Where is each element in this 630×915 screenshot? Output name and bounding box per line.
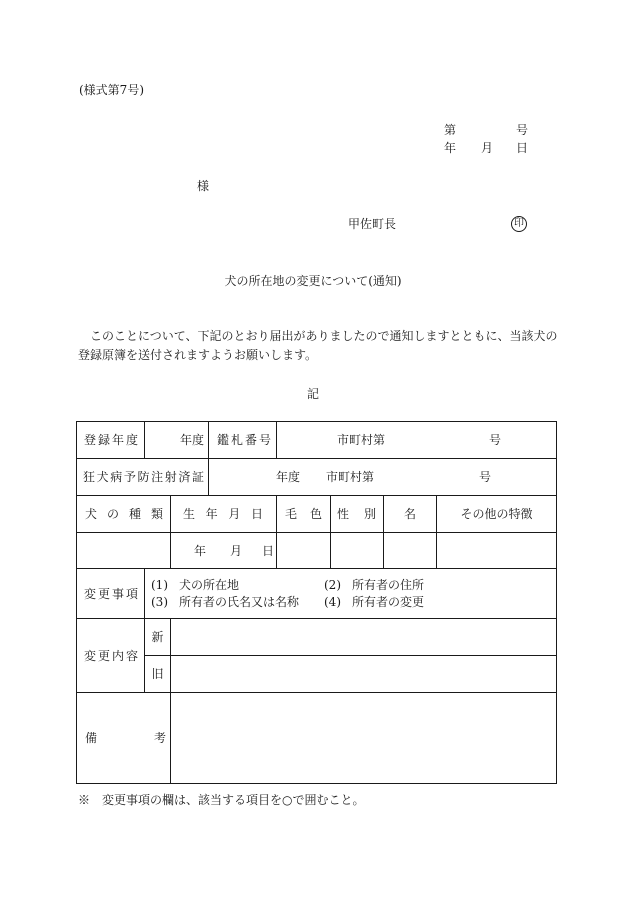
change-item-1-number: (1) xyxy=(151,578,168,592)
new-label: 新 xyxy=(151,630,164,644)
row-registration xyxy=(77,422,557,459)
date-month-unit: 月 xyxy=(481,141,494,155)
new-label-cell xyxy=(145,619,171,656)
tag-number-label: 鑑 札 番 号 xyxy=(217,433,271,447)
sex-header-cell xyxy=(331,496,384,533)
date-year-unit: 年 xyxy=(444,141,457,155)
birthdate-value-cell xyxy=(171,533,277,569)
change-item-1-label: 犬の所在地 xyxy=(179,578,240,592)
sender-name: 甲佐町長 xyxy=(348,217,397,231)
row-remarks xyxy=(77,693,557,784)
rabies-label: 狂 犬 病 予 防 注 射 済 証 xyxy=(83,470,205,484)
change-item-3-number: (3) xyxy=(151,595,168,609)
reference-number-prefix: 第 xyxy=(444,123,457,137)
birth-day-unit: 日 xyxy=(262,543,275,558)
sex-value-cell xyxy=(331,533,384,569)
tag-number-label-cell xyxy=(209,422,277,459)
change-item-4-number: (4) xyxy=(324,595,341,609)
rabies-number-prefix: 市町村第 xyxy=(326,470,375,484)
old-label: 旧 xyxy=(151,667,164,681)
birthdate-header-cell xyxy=(171,496,277,533)
tag-number-suffix: 号 xyxy=(489,433,502,447)
new-value-cell xyxy=(171,619,557,656)
breed-header: 犬 の 種 類 xyxy=(85,507,163,521)
registration-year-cell xyxy=(145,422,209,459)
change-item-2-label: 所有者の住所 xyxy=(352,578,425,592)
old-label-cell xyxy=(145,656,171,693)
remarks-value-cell xyxy=(171,693,557,784)
coat-color-header: 毛 色 xyxy=(285,507,323,521)
other-features-header-cell xyxy=(437,496,557,533)
change-details-label-cell xyxy=(77,619,145,693)
addressee-honorific: 様 xyxy=(197,179,210,193)
rabies-label-cell xyxy=(77,459,209,496)
row-change-items xyxy=(77,569,557,619)
change-items-label: 変 更 事 項 xyxy=(84,586,138,601)
coat-color-value-cell xyxy=(277,533,331,569)
birth-year-unit: 年 xyxy=(194,543,207,558)
rabies-year-unit: 年度 xyxy=(276,470,301,484)
breed-header-cell xyxy=(77,496,171,533)
name-value-cell xyxy=(384,533,437,569)
reference-number-suffix: 号 xyxy=(516,123,529,137)
body-line-2: 登録原簿を送付されますようお願いします。 xyxy=(78,348,318,362)
body-line-1: このことについて、下記のとおり届出がありましたので通知しますとともに、当該犬の xyxy=(90,329,558,343)
footnote: ※ 変更事項の欄は、該当する項目を○で囲むこと。 xyxy=(78,793,365,807)
change-item-2-number: (2) xyxy=(324,578,341,592)
seal-mark xyxy=(511,216,527,232)
row-dog-headers xyxy=(77,496,557,533)
seal-label: 印 xyxy=(514,218,524,229)
breed-value-cell xyxy=(77,533,171,569)
document-title: 犬の所在地の変更について(通知) xyxy=(224,274,402,288)
form-number: (様式第7号) xyxy=(79,83,144,97)
sex-header: 性 別 xyxy=(337,507,377,521)
other-features-header: その他の特徴 xyxy=(460,507,533,521)
row-dog-values xyxy=(77,533,557,569)
registration-year-label-cell xyxy=(77,422,145,459)
rabies-number-suffix: 号 xyxy=(479,470,492,484)
change-details-label: 変 更 内 容 xyxy=(84,648,138,663)
remarks-label-cell xyxy=(77,693,171,784)
row-change-new xyxy=(77,619,557,656)
tag-number-prefix: 市町村第 xyxy=(337,433,386,447)
coat-color-header-cell xyxy=(277,496,331,533)
tag-number-cell xyxy=(277,422,557,459)
registration-year-unit: 年度 xyxy=(180,433,205,447)
change-items-label-cell xyxy=(77,569,145,619)
notification-table xyxy=(76,421,557,784)
change-items-cell xyxy=(145,569,557,619)
name-header: 名 xyxy=(404,507,417,521)
other-features-value-cell xyxy=(437,533,557,569)
row-rabies xyxy=(77,459,557,496)
change-items-list xyxy=(145,578,556,609)
old-value-cell xyxy=(171,656,557,693)
name-header-cell xyxy=(384,496,437,533)
date-day-unit: 日 xyxy=(516,141,529,155)
birth-month-unit: 月 xyxy=(230,543,243,558)
row-change-old xyxy=(77,656,557,693)
registration-year-label: 登 録 年 度 xyxy=(84,433,138,447)
rabies-cell xyxy=(209,459,557,496)
change-item-4-label: 所有者の変更 xyxy=(352,595,425,609)
birthdate-header: 生 年 月 日 xyxy=(183,507,263,521)
remarks-label: 備 考 xyxy=(85,731,166,745)
change-item-3-label: 所有者の氏名又は名称 xyxy=(179,595,300,609)
ki-heading: 記 xyxy=(306,387,319,401)
